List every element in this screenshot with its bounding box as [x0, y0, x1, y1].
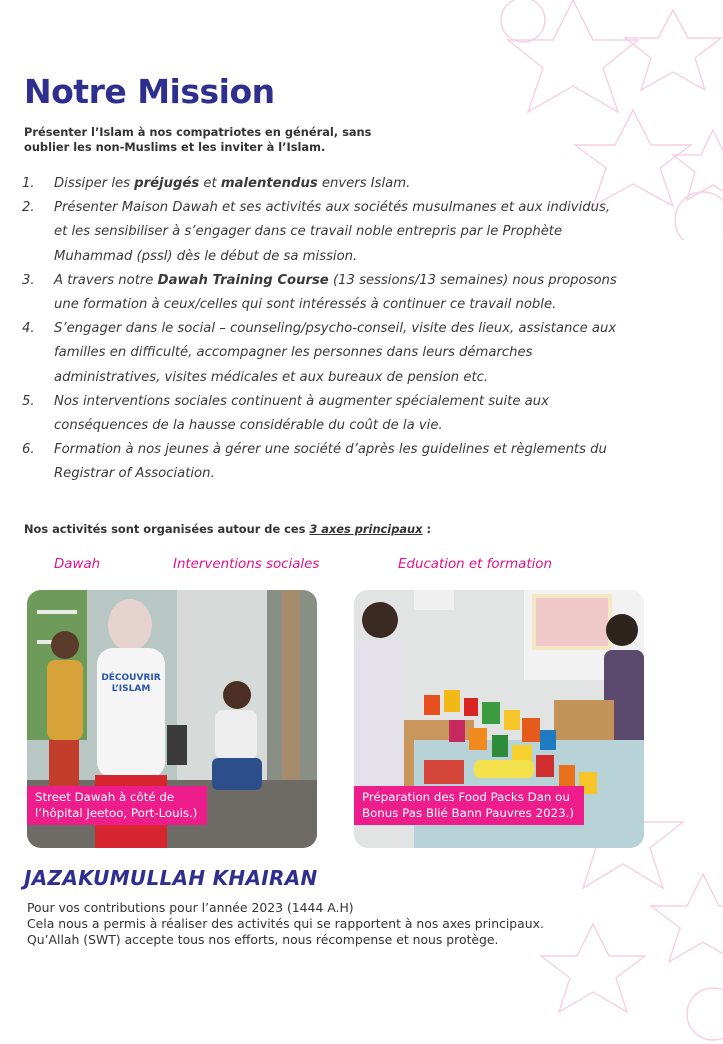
mission-item-2: 2. Présenter Maison Dawah et ses activités aux sociétés musulmanes et aux individus, et les sensibiliser à s’engager dans ce travail noble entrepris par le Prophète Muhammad (pssl) dès le début de sa mission.	[22, 200, 611, 264]
category-interventions-sociales: Interventions sociales	[173, 557, 320, 572]
mission-item-3: 3. A travers notre Dawah Training Course (13 sessions/13 semaines) nous proposons une formation à ceux/celles qui sont intéressés à continuer ce travail noble.	[22, 272, 617, 313]
mission-item-4: 4. S’engager dans le social – counseling/psycho-conseil, visite des lieux, assistance aux familles en difficulté, accompagner les personnes dans leurs démarches administratives, visites médicales et aux bureaux de pension etc.	[22, 321, 617, 385]
axes-intro: Nos activités sont organisées autour de ces 3 axes principaux :	[24, 522, 432, 536]
category-dawah: Dawah	[54, 557, 101, 572]
svg-text:L’ISLAM: L’ISLAM	[111, 684, 151, 694]
closing-text: Pour vos contributions pour l’année 2023 (1444 A.H) Cela nous a permis à réaliser des activités qui se rapportent à nos axes principaux. Qu’Allah (SWT) accepte tous nos efforts, nous récompense et nous protège.	[27, 900, 544, 947]
photo-food-packs	[354, 590, 644, 848]
photo-street-dawah	[27, 590, 317, 848]
closing-title: JAZAKUMULLAH KHAIRAN	[24, 866, 318, 890]
svg-text:DÉCOUVRIR: DÉCOUVRIR	[101, 673, 161, 683]
photo-caption-street-dawah: Street Dawah à côté de l’hôpital Jeetoo, Port-Louis.)	[27, 786, 207, 825]
page-title: Notre Mission	[24, 72, 275, 111]
intro-text: Présenter l’Islam à nos compatriotes en général, sans oublier les non-Muslims et les inviter à l’Islam.	[24, 125, 372, 154]
mission-item-5: 5. Nos interventions sociales continuent à augmenter spécialement suite aux conséquences de la hausse considérable du coût de la vie.	[22, 393, 549, 434]
mission-item-6: 6. Formation à nos jeunes à gérer une société d’après les guidelines et règlements du Registrar of Association.	[22, 442, 607, 482]
mission-list	[22, 172, 622, 487]
photo-caption-food-packs: Préparation des Food Packs Dan ou Bonus Pas Blié Bann Pauvres 2023.)	[354, 786, 584, 825]
mission-item-1: 1. Dissiper les préjugés et malentendus envers Islam.	[22, 176, 411, 191]
category-education-formation: Education et formation	[398, 557, 552, 572]
